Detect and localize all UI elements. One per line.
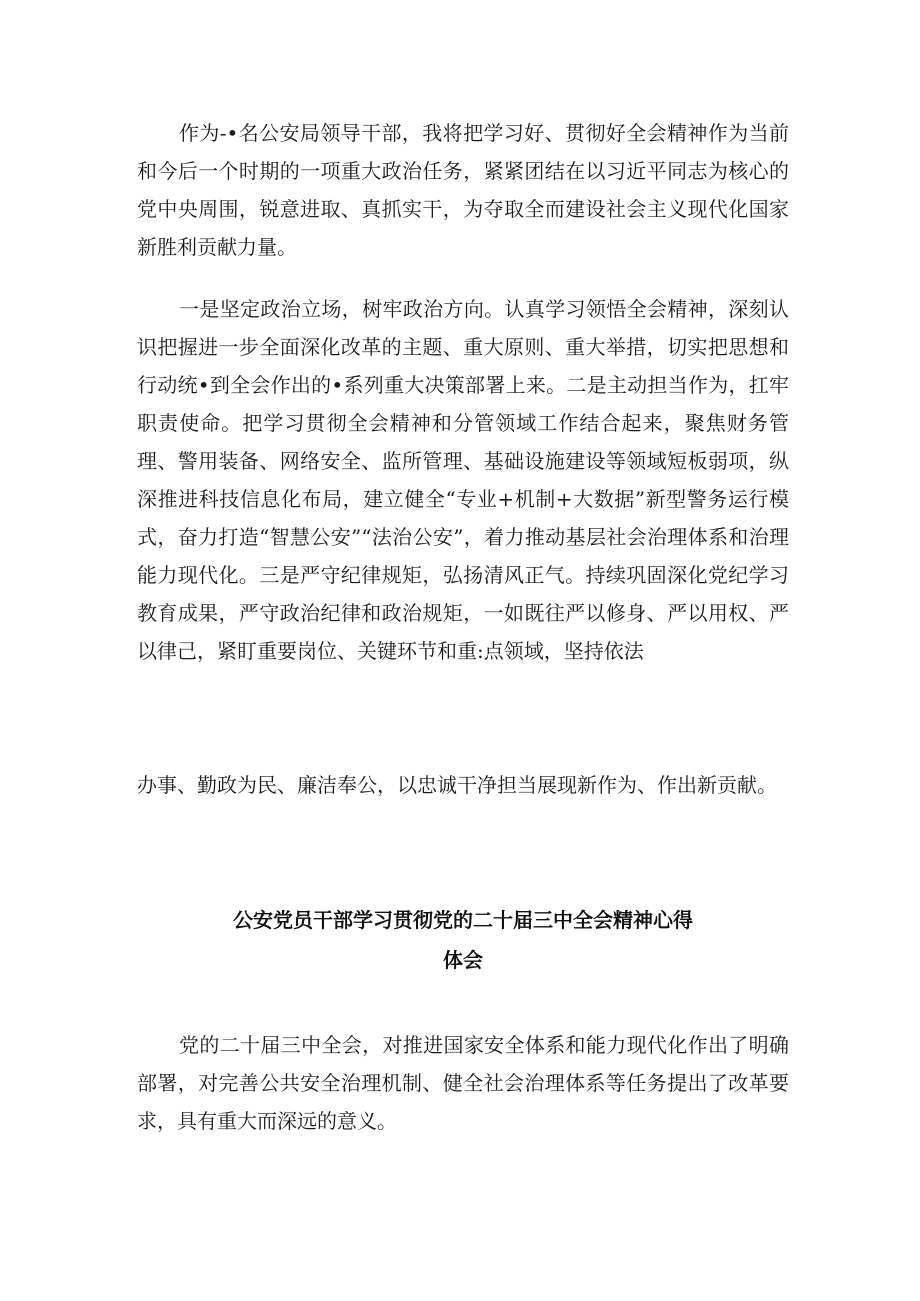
paragraph-intro: 作为-•名公安局领导干部，我将把学习好、贯彻好全会精神作为当前和今后一个时期的一项重大政治任务，紧紧团结在以习近平同志为核心的党中央周围，锐意进取、真抓实干，为夺取全而建设社会主义现代化国家新胜利贡献力量。 <box>137 121 789 259</box>
paragraph-continuation: 办事、勤政为民、廉洁奉公，以忠诚干净担当展现新作为、作出新贡献。 <box>137 773 777 797</box>
paragraph-measures: 一是坚定政治立场，树牢政治方向。认真学习领悟全会精神，深刻认识把握进一步全面深化改革的主题、重大原则、重大举措，切实把思想和行动统•到全会作出的•系列重大决策部署上来。二是主动担当作为，扛牢职责使命。把学习贯彻全会精神和分管领域工作结合起来，聚焦财务管理、警用装备、网络安全、监所管理、基础设施建设等领域短板弱项，纵深推进科技信息化布局，建立健全“专业+机制+大数据”新型警务运行模式，奋力打造“智慧公安”“法治公安”，着力推动基层社会治理体系和治理能力现代化。三是严守纪律规矩，弘扬清风正气。持续巩固深化党纪学习教育成果，严守政治纪律和政治规矩，一如既往严以修身、严以用权、严以律己，紧盯重要岗位、关键环节和重:点领域，坚持依法 <box>137 297 789 663</box>
section-title-line-2: 体会 <box>443 948 483 972</box>
paragraph-closing: 党的二十届三中全会，对推进国家安全体系和能力现代化作出了明确部署，对完善公共安全治理机制、健全社会治理体系等任务提出了改革要求，具有重大而深远的意义。 <box>137 1033 789 1133</box>
section-title-line-1: 公安党员干部学习贯彻党的二十届三中全会精神心得 <box>233 908 693 932</box>
section-title <box>137 900 789 980</box>
